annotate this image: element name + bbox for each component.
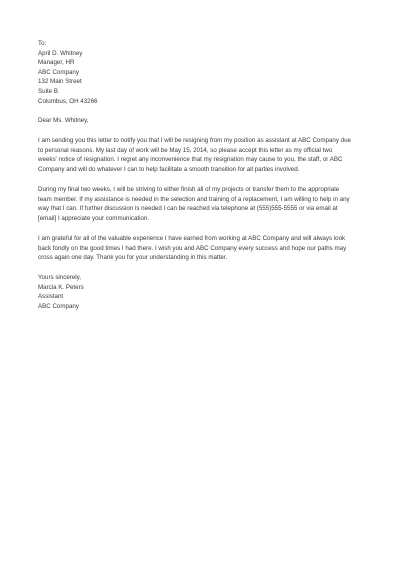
paragraph-line: back fondly on the good times I had there. I wish you and ABC Company every success and hope our paths may <box>38 244 347 252</box>
address-line: To: <box>38 40 47 47</box>
paragraph-line: I am sending you this letter to notify you that I will be resigning from my position as assistant at ABC Company due <box>38 137 351 144</box>
paragraph-line: weeks' notice of resignation. I regret any inconvenience that my resignation may cause to you, the staff, or ABC <box>38 156 343 164</box>
body-paragraph <box>38 234 374 263</box>
paragraph-line: to personal reasons. My last day of work will be May 15, 2014, so please accept this letter as my official two <box>38 146 333 154</box>
paragraph-line: [email] I appreciate your communication. <box>38 214 150 222</box>
recipient-address <box>38 39 374 106</box>
signer-company: ABC Company <box>38 302 79 310</box>
paragraph-line: I am grateful for all of the valuable experience I have earned from working at ABC Company and will always look <box>38 235 346 242</box>
salutation <box>38 116 374 126</box>
address-line: April D. Whitney <box>38 49 83 57</box>
body-paragraph <box>38 185 374 223</box>
paragraph-line: team member. If my assistance is needed in the selection and training of a replacement, I am willing to help in any <box>38 195 350 203</box>
body-paragraph <box>38 136 374 174</box>
paragraph-line: cross again one day. Thank you for your understanding in this matter. <box>38 254 228 262</box>
signer-name: Marcia K. Peters <box>38 283 84 291</box>
address-line: 132 Main Street <box>38 78 82 86</box>
paragraph-line: During my final two weeks, I will be striving to either finish all of my projects or transfer them to the appropriate <box>38 186 340 193</box>
address-line: Manager, HR <box>38 59 75 67</box>
paragraph-line: Company and will do whatever I can to help facilitate a smooth transition for all parties involved. <box>38 165 300 173</box>
signer-title: Assistant <box>38 293 64 301</box>
paragraph-line: way that I can. If further discussion is needed I can be reached via telephone at (555)555-5555 or via email at <box>38 205 338 213</box>
address-line: Columbus, OH 43266 <box>38 97 98 105</box>
address-line: ABC Company <box>38 68 79 76</box>
address-line: Suite B <box>38 87 58 95</box>
closing-line: Yours sincerely, <box>38 274 81 281</box>
signature-block <box>38 273 374 311</box>
salutation-text: Dear Ms. Whitney, <box>38 117 89 124</box>
